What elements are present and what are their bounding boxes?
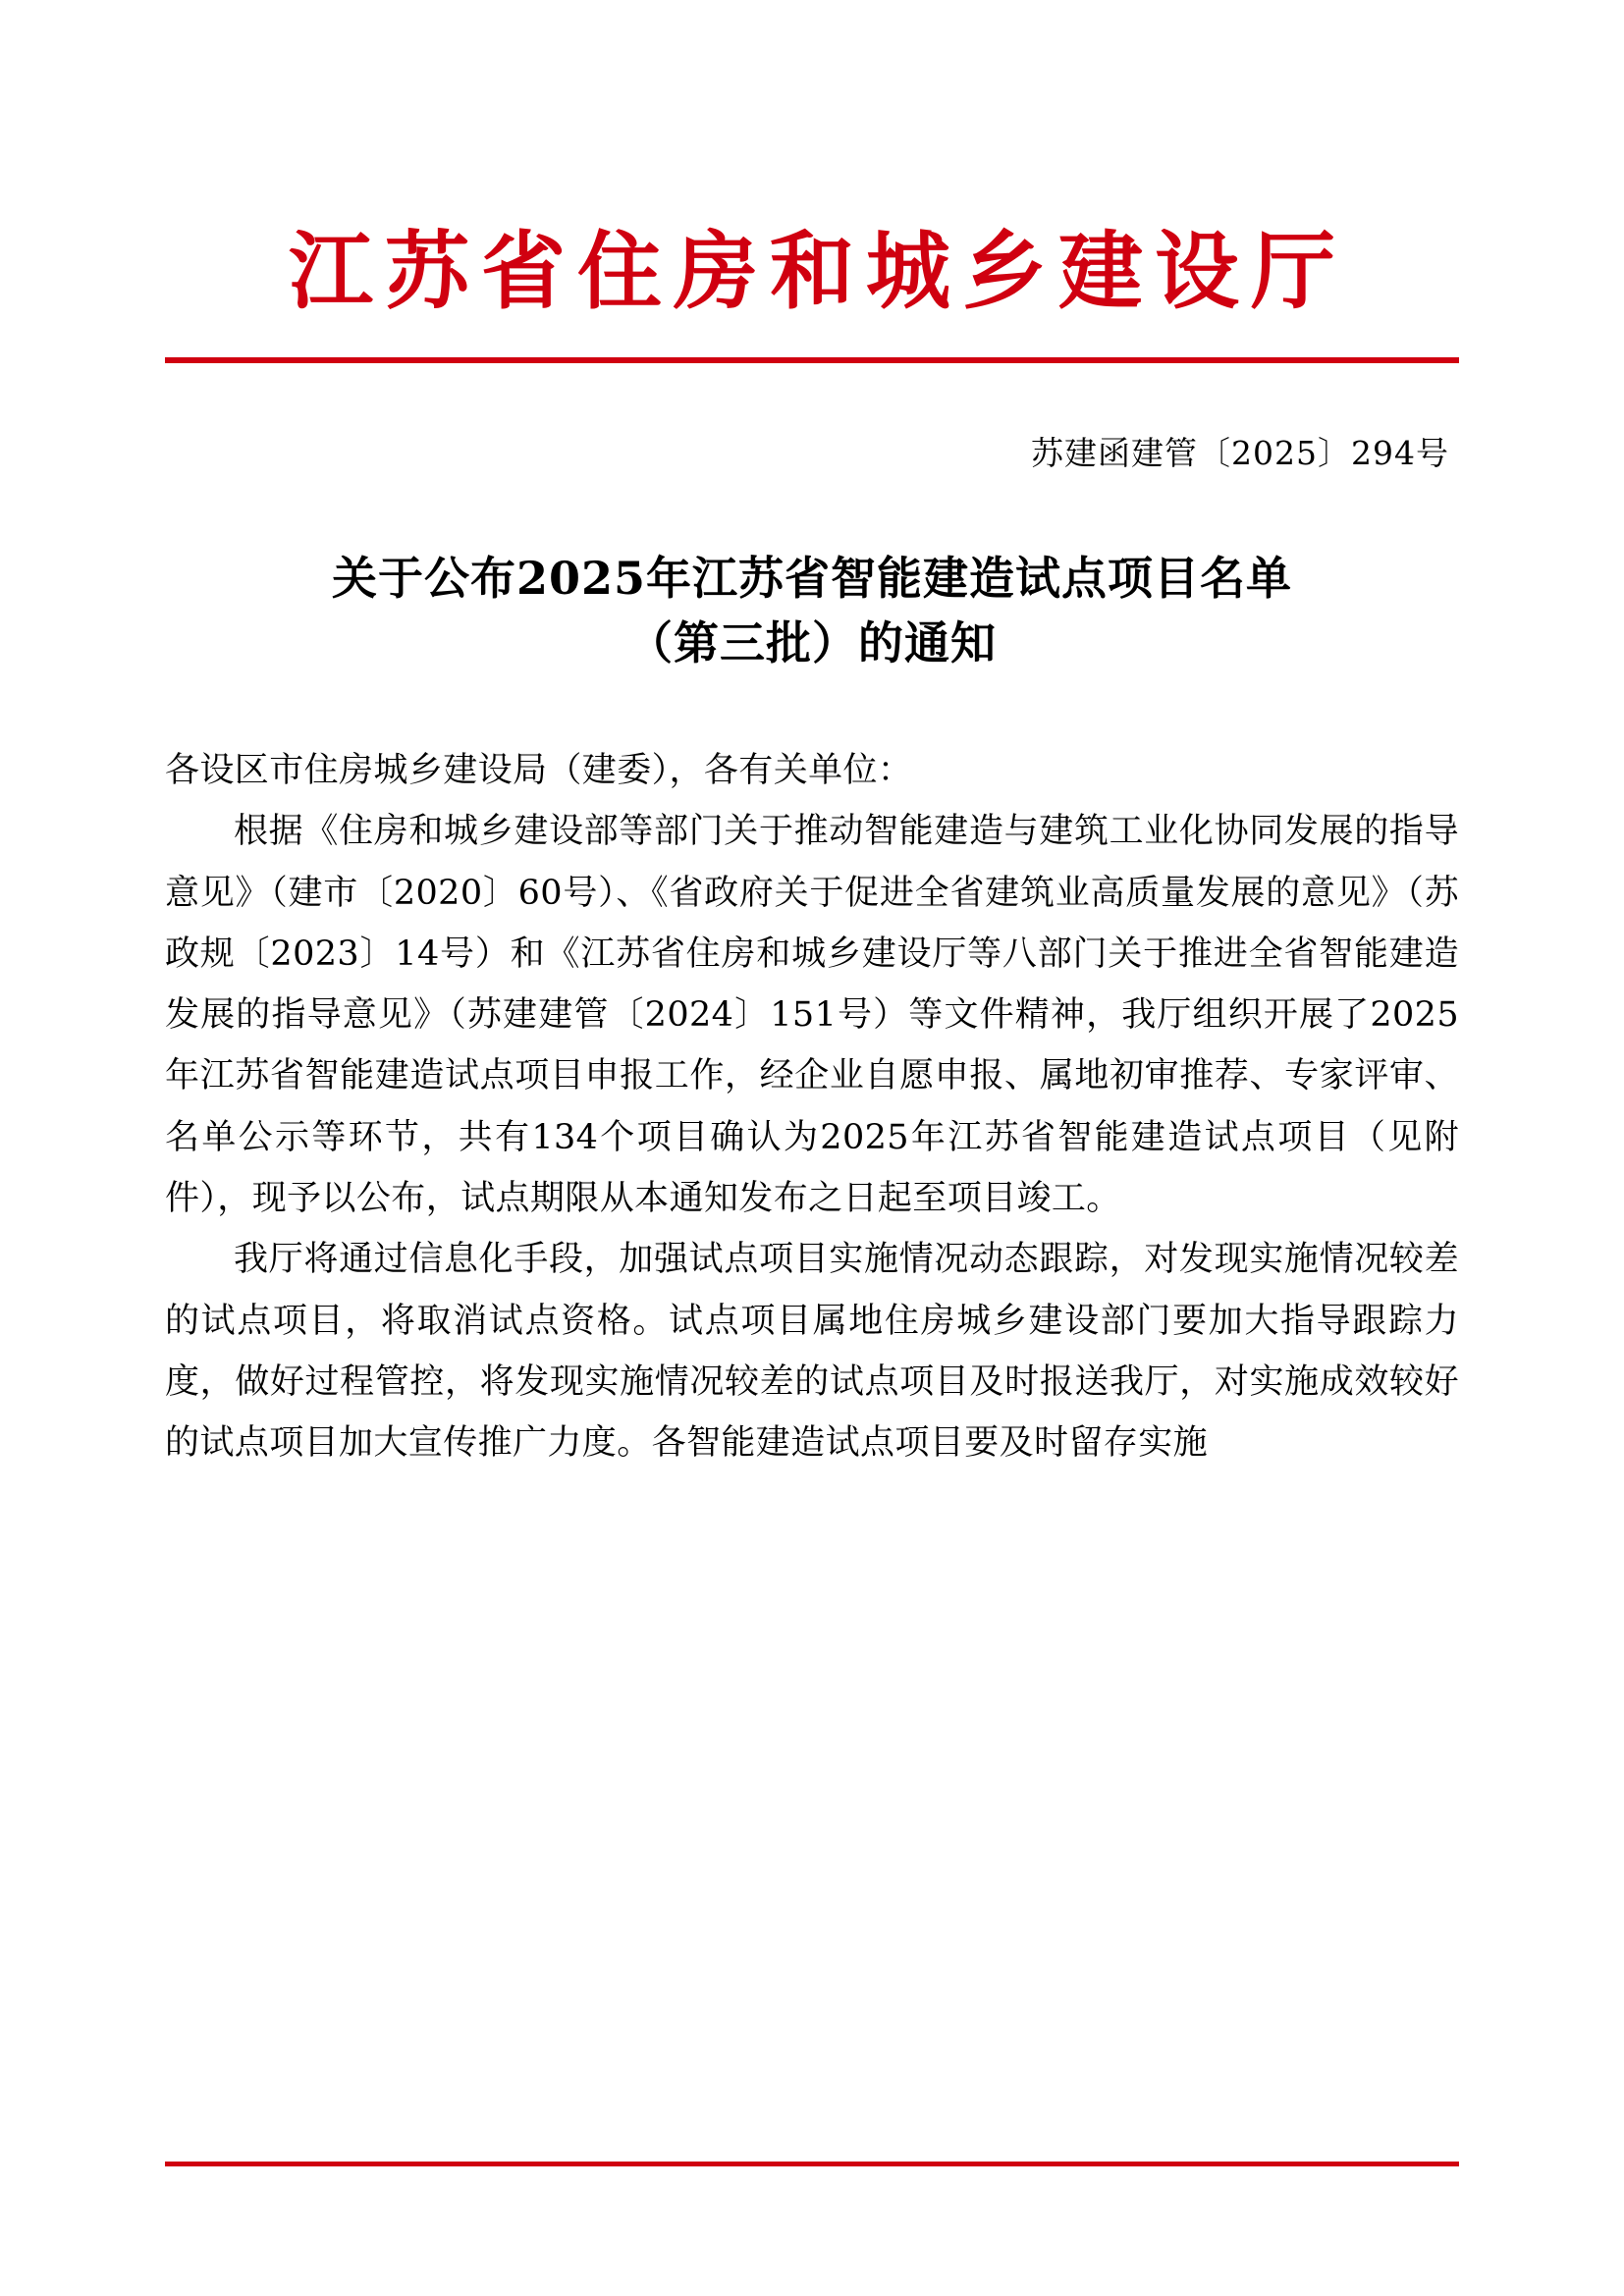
page-title-line-1: 关于公布2025年江苏省智能建造试点项目名单 [331,552,1293,606]
masthead [165,0,1459,321]
body-paragraph-2: 我厅将通过信息化手段，加强试点项目实施情况动态跟踪，对发现实施情况较差的试点项目，将取消试点资格。试点项目属地住房城乡建设部门要加大指导跟踪力度，做好过程管控，将发现实施情况较差的试点项目及时报送我厅，对实施成效较好的试点项目加大宣传推广力度。各智能建造试点项目要及时留存实施 [165,1240,1459,1464]
salutation: 各设区市住房城乡建设局（建委），各有关单位： [165,750,913,790]
page-title [165,547,1459,675]
document-number: 苏建函建管〔2025〕294号 [1031,434,1449,473]
body-paragraph-1: 根据《住房和城乡建设部等部门关于推动智能建造与建筑工业化协同发展的指导意见》（建市〔2020〕60号）、《省政府关于促进全省建筑业高质量发展的意见》（苏政规〔2023〕14号）和《江苏省住房和城乡建设厅等八部门关于推进全省智能建造发展的指导意见》（苏建建管〔2024〕151号）等文件精神，我厅组织开展了2025年江苏省智能建造试点项目申报工作，经企业自愿申报、属地初审推荐、专家评审、名单公示等环节，共有134个项目确认为2025年江苏省智能建造试点项目（见附件），现予以公布，试点期限从本通知发布之日起至项目竣工。 [165,812,1459,1218]
document-number-row [165,428,1459,474]
issuing-organization-title: 江苏省住房和城乡建设厅 [289,222,1347,321]
footer-divider-rule [165,2162,1459,2166]
document-body [165,740,1459,1474]
masthead-divider-rule [165,357,1459,363]
page-title-line-2: （第三批）的通知 [627,615,997,669]
